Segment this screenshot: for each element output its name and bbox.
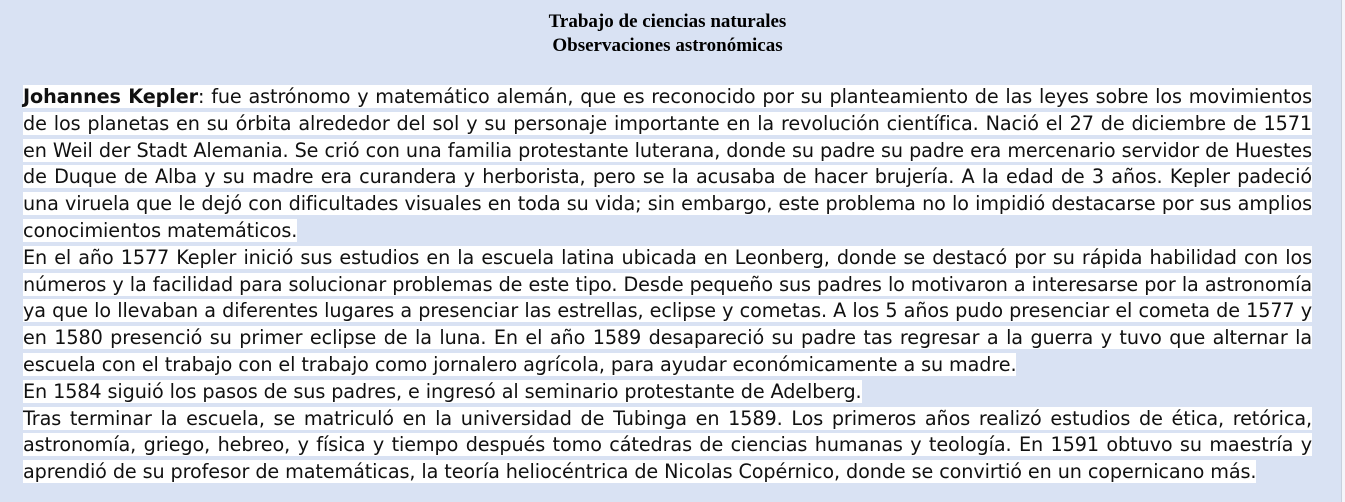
paragraph-text: En el año 1577 Kepler inició sus estudios en la escuela latina ubicada en Leonberg, donde se destacó por su rápida habilidad con los números y la facilidad para solucionar problemas de este tipo. Desde pequeño sus padres lo motivaron a interesarse por la astronomía ya que lo llevaban a diferentes lugares a presenciar las estrellas, eclipse y cometas. A los 5 años pudo presenciar el cometa de 1577 y en 1580 presenció su primer eclipse de la luna. En el año 1589 desapareció su padre tas regresar a la guerra y tuvo que alternar la escuela con el trabajo con el trabajo como jornalero agrícola, para ayudar económicamente a su madre.: [23, 245, 1312, 376]
document-subtitle: Observaciones astronómicas: [552, 35, 783, 56]
paragraph-text: Tras terminar la escuela, se matriculó en la universidad de Tubinga en 1589. Los primeros años realizó estudios de ética, retórica, astronomía, griego, hebreo, y física y tiempo después tomo cátedras de ciencias humanas y teología. En 1591 obtuvo su maestría y aprendió de su profesor de matemáticas, la teoría heliocéntrica de Nicolas Copérnico, donde se convirtió en un copernicano más.: [23, 406, 1312, 484]
document-title: Trabajo de ciencias naturales: [548, 11, 787, 32]
paragraph-seminary: [23, 379, 1312, 406]
paragraph-text: : fue astrónomo y matemático alemán, que es reconocido por su planteamiento de las leyes sobre los movimientos de los planetas en su órbita alrededor del sol y su personaje importante en la revolución científica. Nació el 27 de diciembre de 1571 en Weil der Stadt Alemania. Se crió con una familia protestante luterana, donde su padre su padre era mercenario servidor de Huestes de Duque de Alba y su madre era curandera y herborista, pero se la acusaba de hacer brujería. A la edad de 3 años. Kepler padeció una viruela que le dejó con dificultades visuales en toda su vida; sin embargo, este problema no lo impidió destacarse por sus amplios conocimientos matemáticos.: [23, 85, 1312, 242]
document-header: [0, 10, 1335, 58]
document-body: [23, 84, 1312, 486]
paragraph-studies: [23, 245, 1312, 379]
highlighted-text: [23, 380, 862, 403]
highlighted-text: [23, 407, 1312, 484]
paragraph-biography: [23, 84, 1312, 245]
page-edge: [1341, 0, 1345, 502]
subject-name: Johannes Kepler: [23, 85, 199, 108]
highlighted-text: [23, 246, 1312, 376]
paragraph-university: [23, 406, 1312, 486]
highlighted-text: [23, 85, 1312, 242]
paragraph-text: En 1584 siguió los pasos de sus padres, e ingresó al seminario protestante de Adelberg.: [23, 379, 862, 403]
